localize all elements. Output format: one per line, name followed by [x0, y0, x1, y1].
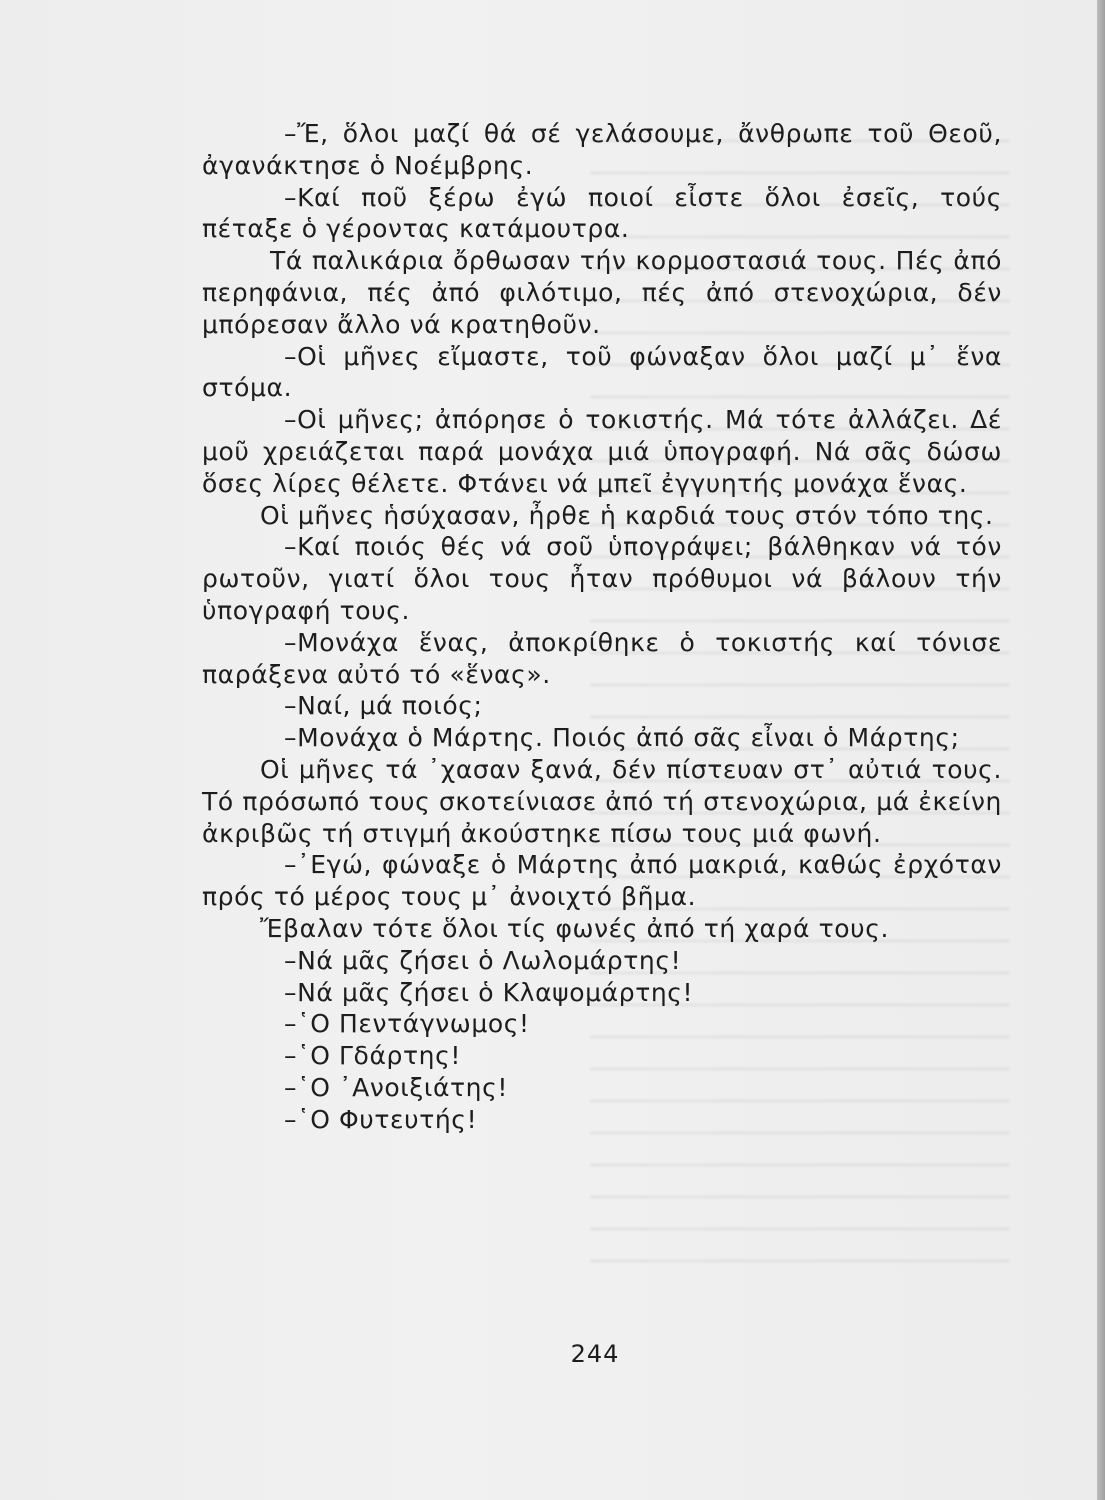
- paragraph: –῾Ο Φυτευτής!: [284, 1104, 478, 1134]
- paragraph: –Οἱ μῆνες; ἀπόρησε ὁ τοκιστής. Μά τότε ἀλλάζει. Δέ μοῦ χρειάζεται παρά μονάχα μιά ὑπογραφή. Νά σᾶς δώσω ὅσες λίρες θέλετε. Φτάνει νά μπεῖ ἐγγυητής μονάχα ἕνας.: [202, 405, 1002, 498]
- page-edge: [1097, 0, 1105, 1500]
- paragraph: Οἱ μῆνες τά ᾽χασαν ξανά, δέν πίστευαν στ᾽ αὐτιά τους. Τό πρόσωπό τους σκοτείνιασε ἀπό τή στενοχώρια, μά ἐκείνη ἀκριβῶς τή στιγμή ἀκούστηκε πίσω τους μιά φωνή.: [202, 754, 1002, 848]
- paragraph: –Ναί, μά ποιός;: [284, 691, 483, 721]
- paragraph: –Οἱ μῆνες εἴμαστε, τοῦ φώναξαν ὅλοι μαζί μ᾽ ἕνα στόμα.: [202, 341, 1002, 403]
- paragraph: –Μονάχα ὁ Μάρτης. Ποιός ἀπό σᾶς εἶναι ὁ Μάρτης;: [284, 723, 960, 753]
- paragraph: –῾Ο Πεντάγνωμος!: [284, 1009, 530, 1039]
- paragraph: –Νά μᾶς ζήσει ὁ Λωλομάρτης!: [284, 945, 682, 975]
- body-text: [202, 118, 1002, 1136]
- paragraph: Τά παλικάρια ὄρθωσαν τήν κορμοστασιά τους. Πές ἀπό περηφάνια, πές ἀπό φιλότιμο, πές ἀπό στενοχώρια, δέν μπόρεσαν ἄλλο νά κρατηθοῦν.: [202, 246, 1002, 339]
- page-number: 244: [570, 1340, 620, 1368]
- paragraph: Ἔβαλαν τότε ὅλοι τίς φωνές ἀπό τή χαρά τους.: [260, 913, 890, 943]
- paragraph: –Μονάχα ἕνας, ἀποκρίθηκε ὁ τοκιστής καί τόνισε παράξενα αὐτό τό «ἕνας».: [202, 627, 1002, 689]
- paragraph: –Ἔ, ὅλοι μαζί θά σέ γελάσουμε, ἄνθρωπε τοῦ Θεοῦ, ἀγανάκτησε ὁ Νοέμβρης.: [202, 119, 1002, 180]
- paragraph: –῾Ο ᾽Ανοιξιάτης!: [284, 1072, 509, 1102]
- paragraph: –᾽Εγώ, φώναξε ὁ Μάρτης ἀπό μακριά, καθώς ἐρχόταν πρός τό μέρος τους μ᾽ ἀνοιχτό βῆμα.: [202, 850, 1002, 912]
- paragraph: –Καί ποῦ ξέρω ἐγώ ποιοί εἶστε ὅλοι ἐσεῖς, τούς πέταξε ὁ γέροντας κατάμουτρα.: [202, 182, 1002, 244]
- paragraph: –῾Ο Γδάρτης!: [284, 1041, 461, 1071]
- paragraph: –Καί ποιός θές νά σοῦ ὑπογράψει; βάλθηκαν νά τόν ρωτοῦν, γιατί ὅλοι τους ἦταν πρόθυμοι νά βάλουν τήν ὑπογραφή τους.: [202, 532, 1002, 625]
- paragraph: –Νά μᾶς ζήσει ὁ Κλαψομάρτης!: [284, 977, 694, 1007]
- paragraph: Οἱ μῆνες ἡσύχασαν, ἦρθε ἡ καρδιά τους στόν τόπο της.: [260, 500, 994, 530]
